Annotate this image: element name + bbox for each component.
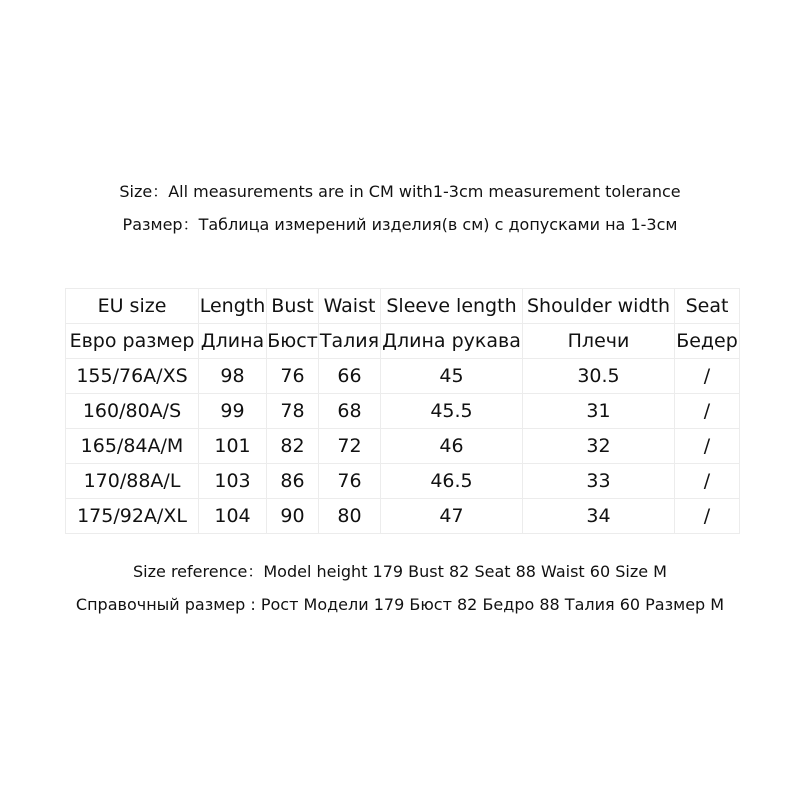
col-header-sleeve-length-ru: Длина рукава: [381, 324, 523, 359]
length-cell: 99: [199, 394, 267, 429]
seat-cell: /: [675, 394, 740, 429]
bust-cell: 86: [267, 464, 319, 499]
length-cell: 98: [199, 359, 267, 394]
col-header-seat: Seat: [675, 289, 740, 324]
length-cell: 104: [199, 499, 267, 534]
size-cell: 165/84A/M: [66, 429, 199, 464]
sleeve-length-cell: 46: [381, 429, 523, 464]
header-row-ru: [66, 324, 740, 359]
table-row: [66, 429, 740, 464]
model-size-reference-en: Size reference：Model height 179 Bust 82 Seat 88 Waist 60 Size M: [133, 562, 667, 581]
header-row-en: [66, 289, 740, 324]
col-header-length: Length: [199, 289, 267, 324]
col-header-waist: Waist: [319, 289, 381, 324]
bust-cell: 76: [267, 359, 319, 394]
waist-cell: 68: [319, 394, 381, 429]
sleeve-length-cell: 46.5: [381, 464, 523, 499]
waist-cell: 80: [319, 499, 381, 534]
table-row: [66, 394, 740, 429]
table-row: [66, 359, 740, 394]
shoulder-width-cell: 31: [523, 394, 675, 429]
table-row: [66, 464, 740, 499]
col-header-length-ru: Длина: [199, 324, 267, 359]
waist-cell: 76: [319, 464, 381, 499]
bust-cell: 82: [267, 429, 319, 464]
measurement-note-ru: Размер：Таблица измерений изделия(в см) с допусками на 1-3см: [122, 215, 678, 234]
size-cell: 175/92A/XL: [66, 499, 199, 534]
col-header-eu-size: EU size: [66, 289, 199, 324]
size-cell: 170/88A/L: [66, 464, 199, 499]
shoulder-width-cell: 32: [523, 429, 675, 464]
model-size-reference-ru: Справочный размер : Рост Модели 179 Бюст 82 Бедро 88 Талия 60 Размер M: [75, 595, 725, 614]
seat-cell: /: [675, 499, 740, 534]
size-cell: 155/76A/XS: [66, 359, 199, 394]
col-header-eu-size-ru: Евро размер: [66, 324, 199, 359]
col-header-seat-ru: Бедер: [675, 324, 740, 359]
col-header-bust-ru: Бюст: [267, 324, 319, 359]
col-header-sleeve-length: Sleeve length: [381, 289, 523, 324]
seat-cell: /: [675, 464, 740, 499]
col-header-shoulder-width-ru: Плечи: [523, 324, 675, 359]
shoulder-width-cell: 30.5: [523, 359, 675, 394]
col-header-bust: Bust: [267, 289, 319, 324]
seat-cell: /: [675, 429, 740, 464]
measurement-note-en: Size：All measurements are in CM with1-3cm measurement tolerance: [119, 182, 681, 201]
size-chart-table: [65, 288, 740, 534]
waist-cell: 72: [319, 429, 381, 464]
sleeve-length-cell: 45: [381, 359, 523, 394]
sleeve-length-cell: 47: [381, 499, 523, 534]
size-cell: 160/80A/S: [66, 394, 199, 429]
waist-cell: 66: [319, 359, 381, 394]
length-cell: 101: [199, 429, 267, 464]
shoulder-width-cell: 34: [523, 499, 675, 534]
seat-cell: /: [675, 359, 740, 394]
shoulder-width-cell: 33: [523, 464, 675, 499]
sleeve-length-cell: 45.5: [381, 394, 523, 429]
col-header-shoulder-width: Shoulder width: [523, 289, 675, 324]
bust-cell: 78: [267, 394, 319, 429]
table-row: [66, 499, 740, 534]
length-cell: 103: [199, 464, 267, 499]
bust-cell: 90: [267, 499, 319, 534]
col-header-waist-ru: Талия: [319, 324, 381, 359]
